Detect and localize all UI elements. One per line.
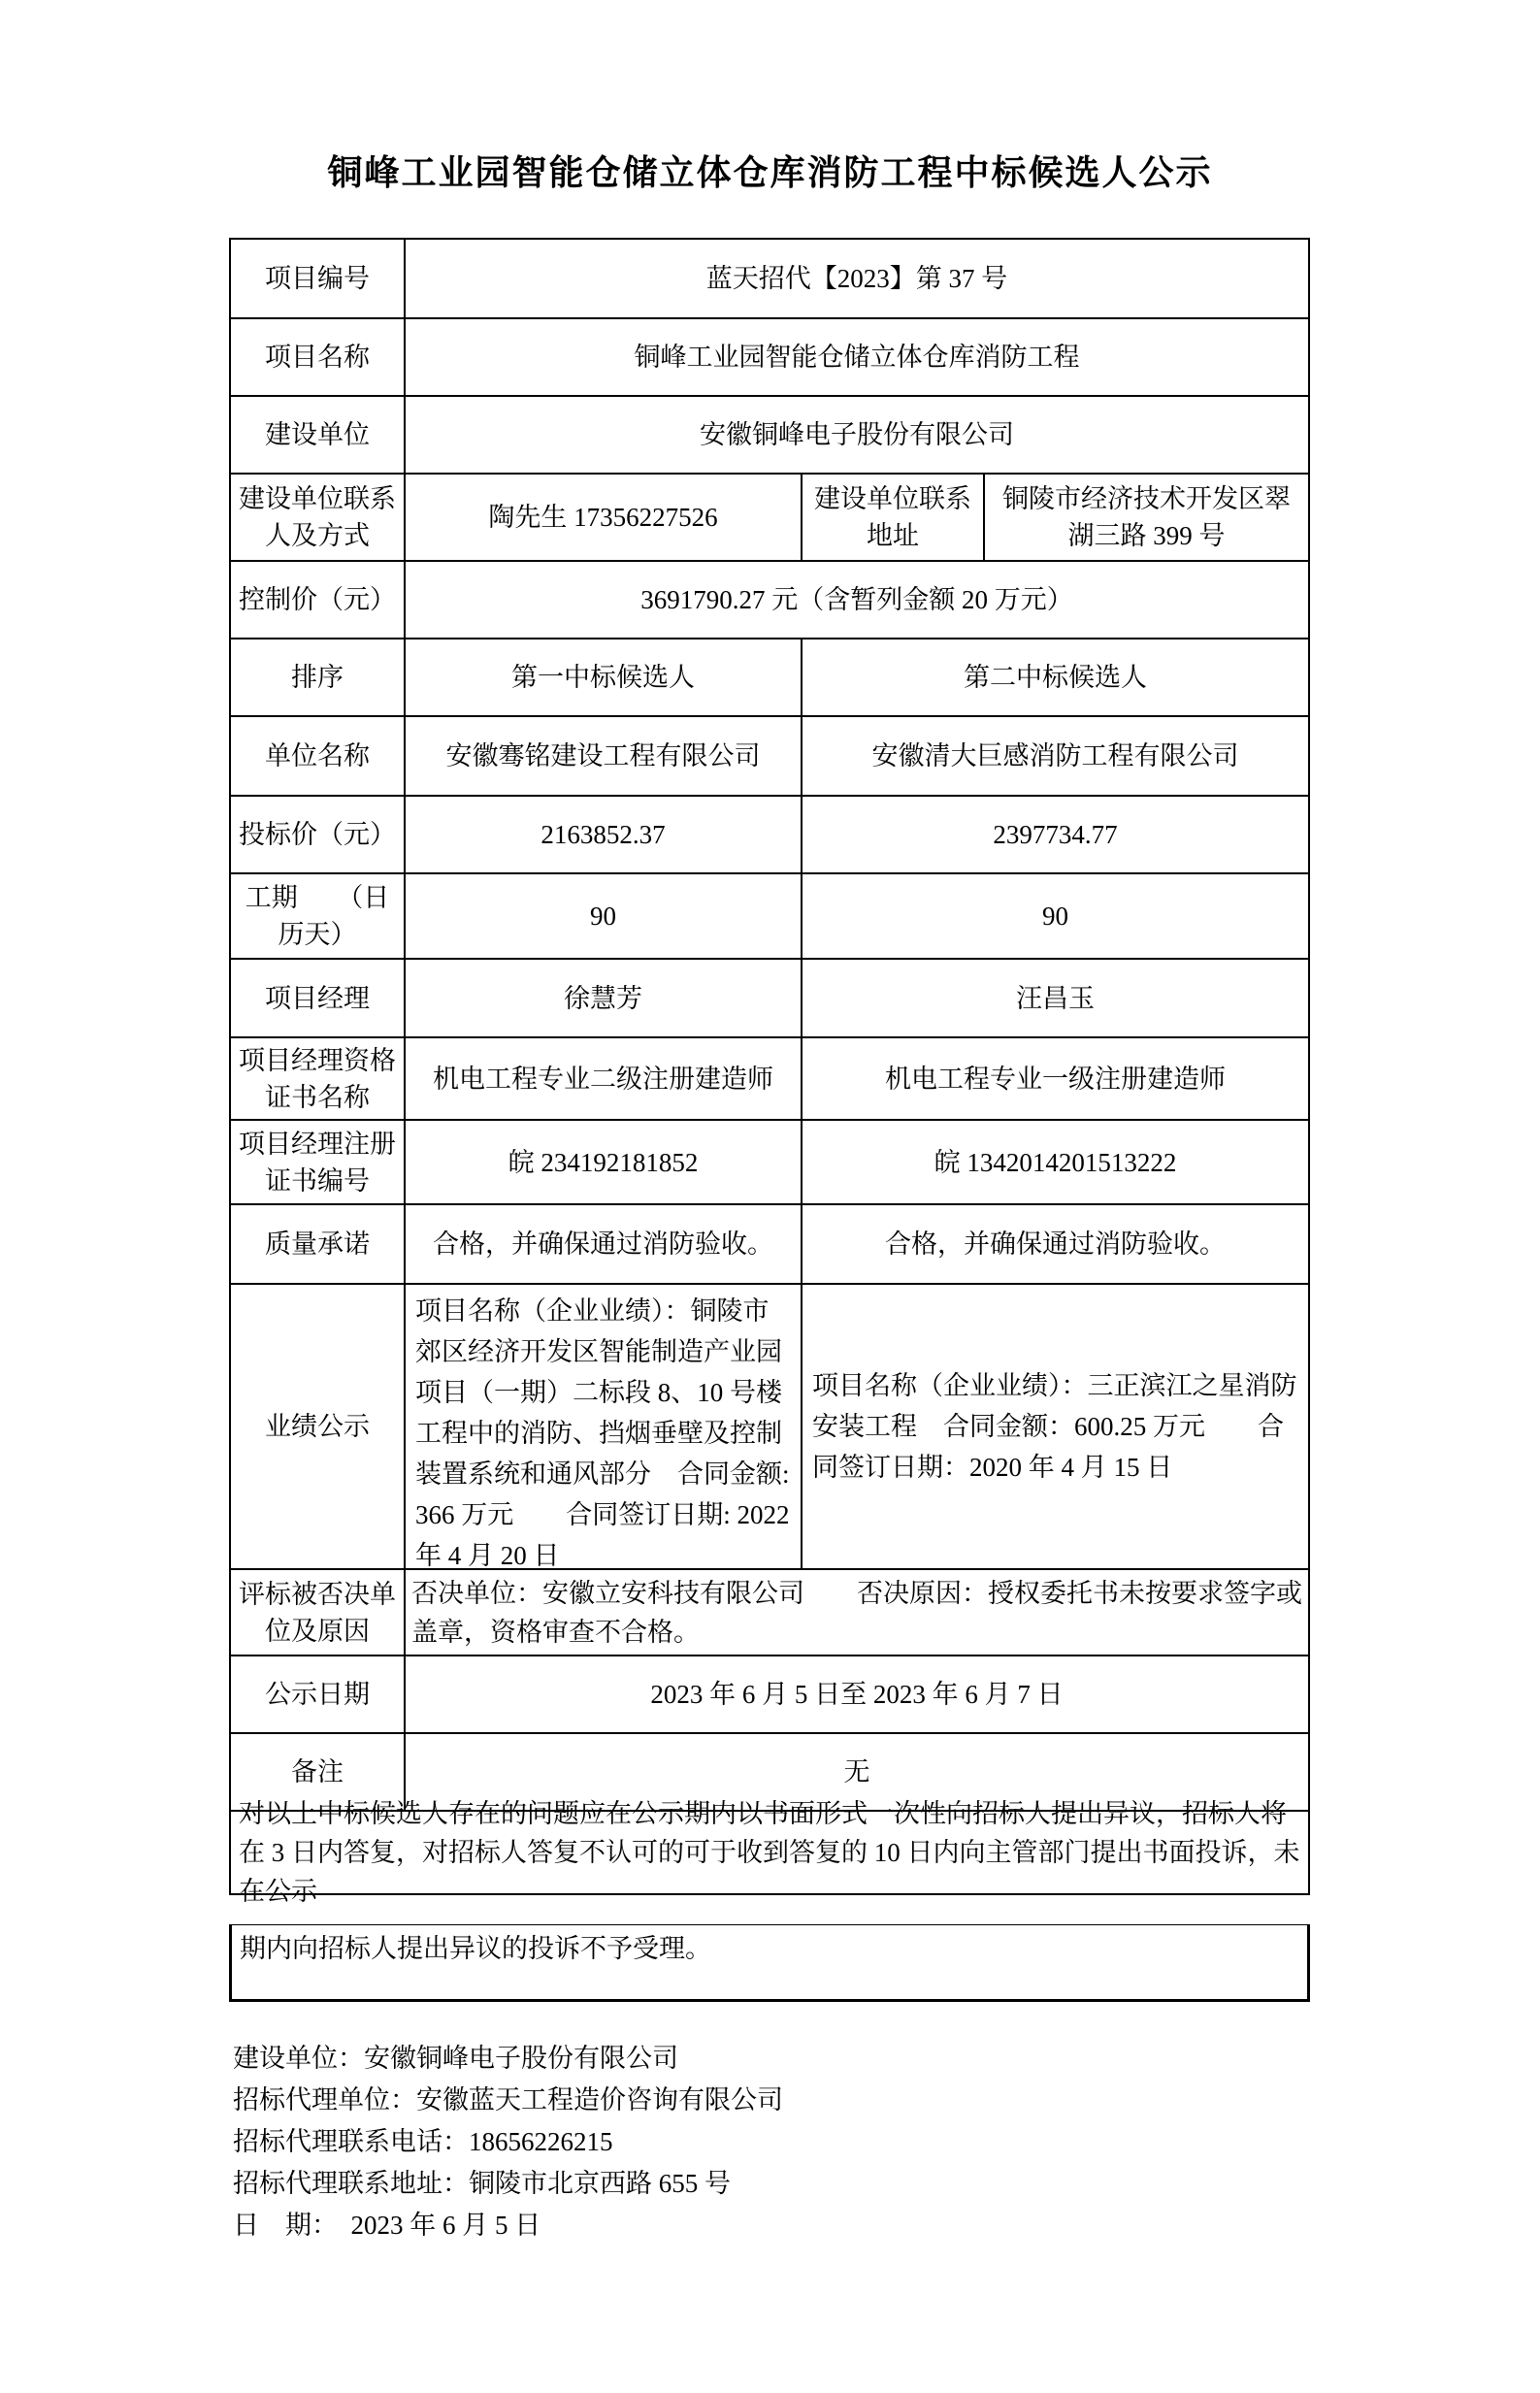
footer-date-line: 日 期： 2023 年 6 月 5 日 xyxy=(233,2211,541,2240)
table-row-project-no xyxy=(231,240,1308,319)
candidate-1-bid-price: 2163852.37 xyxy=(406,797,803,872)
footer-agency-phone-line: 招标代理联系电话：18656226215 xyxy=(233,2127,613,2156)
owner-address-label: 建设单位联系地址 xyxy=(803,475,985,560)
candidate-1-cert-name: 机电工程专业二级注册建造师 xyxy=(406,1038,803,1119)
table-row-rejected xyxy=(231,1570,1308,1656)
candidate-1-duration: 90 xyxy=(406,874,803,958)
candidate-1-performance: 项目名称（企业业绩）：铜陵市郊区经济开发区智能制造产业园项目（一期）二标段 8、10 号楼工程中的消防、挡烟垂壁及控制装置系统和通风部分 合同金额: 366 万元 合同签订日期: 2022 年 4 月 20 日 xyxy=(406,1285,803,1568)
footer-block xyxy=(233,2038,783,2246)
row-label: 建设单位 xyxy=(231,397,406,473)
row-value: 2023 年 6 月 5 日至 2023 年 6 月 7 日 xyxy=(650,1680,1064,1709)
candidate-2-duration: 90 xyxy=(1042,901,1068,931)
page-title: 铜峰工业园智能仓储立体仓库消防工程中标候选人公示 xyxy=(327,153,1213,192)
table-row-company xyxy=(231,717,1308,797)
row-label: 备注 xyxy=(231,1734,406,1810)
table-row-performance xyxy=(231,1285,1308,1570)
candidate-1-company: 安徽骞铭建设工程有限公司 xyxy=(406,717,803,795)
table-row-bid-price xyxy=(231,797,1308,874)
table-row-duration xyxy=(231,874,1308,960)
table-row-notice xyxy=(231,1799,1308,1906)
table-row-control-price xyxy=(231,562,1308,639)
row-label: 投标价（元） xyxy=(231,797,406,872)
row-label: 项目经理资格证书名称 xyxy=(231,1038,406,1119)
row-label: 工期 （日历天） xyxy=(231,874,406,958)
objection-notice-part2: 期内向招标人提出异议的投诉不予受理。 xyxy=(229,1924,1310,2002)
footer-agency-line: 招标代理单位：安徽蓝天工程造价咨询有限公司 xyxy=(233,2085,783,2114)
candidate-2-quality: 合格，并确保通过消防验收。 xyxy=(885,1229,1226,1259)
row-label: 建设单位联系人及方式 xyxy=(231,475,406,560)
bid-announcement-table xyxy=(229,238,1310,1906)
row-label: 项目经理注册证书编号 xyxy=(231,1121,406,1203)
row-value: 3691790.27 元（含暂列金额 20 万元） xyxy=(640,585,1073,614)
table-row-project-name xyxy=(231,319,1308,397)
table-row-quality xyxy=(231,1205,1308,1285)
row-label: 评标被否决单位及原因 xyxy=(231,1570,406,1655)
candidate-2-cert-no: 皖 1342014201513222 xyxy=(934,1147,1177,1177)
candidate-1-cert-no: 皖 234192181852 xyxy=(406,1121,803,1203)
table-row-publicity-date xyxy=(231,1656,1308,1734)
table-row-owner-contact xyxy=(231,475,1308,562)
owner-address-value: 铜陵市经济技术开发区翠湖三路 399 号 xyxy=(1002,484,1291,550)
row-value: 安徽铜峰电子股份有限公司 xyxy=(700,420,1014,449)
rejected-bidder-value: 否决单位：安徽立安科技有限公司 否决原因：授权委托书未按要求签字或盖章，资格审查不合格。 xyxy=(411,1578,1302,1647)
row-label: 项目经理 xyxy=(231,960,406,1036)
row-label: 业绩公示 xyxy=(231,1285,406,1568)
candidate-2-manager: 汪昌玉 xyxy=(1016,983,1095,1013)
row-label: 单位名称 xyxy=(231,717,406,795)
row-label: 项目编号 xyxy=(231,240,406,317)
footer-owner-line: 建设单位：安徽铜峰电子股份有限公司 xyxy=(233,2044,678,2073)
table-row-owner xyxy=(231,397,1308,475)
row-label: 项目名称 xyxy=(231,319,406,395)
objection-notice-part1: 对以上中标候选人存在的问题应在公示期内以书面形式一次性向招标人提出异议，招标人将在 3 日内答复，对招标人答复不认可的可于收到答复的 10 日内向主管部门提出书面投诉，未在公示 xyxy=(239,1799,1300,1906)
candidate-2-performance: 项目名称（企业业绩）：三正滨江之星消防安装工程 合同金额：600.25 万元 合同签订日期：2020 年 4 月 15 日 xyxy=(812,1371,1297,1482)
row-label: 排序 xyxy=(231,639,406,715)
candidate-2-bid-price: 2397734.77 xyxy=(993,820,1118,849)
table-row-manager xyxy=(231,960,1308,1038)
candidate-2-header: 第二中标候选人 xyxy=(964,663,1147,692)
row-label: 控制价（元） xyxy=(231,562,406,638)
candidate-2-company: 安徽清大巨感消防工程有限公司 xyxy=(871,741,1239,770)
table-row-rank xyxy=(231,639,1308,717)
row-label: 质量承诺 xyxy=(231,1205,406,1283)
row-value: 铜峰工业园智能仓储立体仓库消防工程 xyxy=(634,343,1080,372)
row-value: 蓝天招代【2023】第 37 号 xyxy=(705,264,1008,293)
table-row-manager-cert-no xyxy=(231,1121,1308,1205)
candidate-1-header: 第一中标候选人 xyxy=(406,639,803,715)
owner-contact-value: 陶先生 17356227526 xyxy=(406,475,803,560)
row-value: 无 xyxy=(843,1757,870,1787)
footer-agency-address-line: 招标代理联系地址：铜陵市北京西路 655 号 xyxy=(233,2169,731,2198)
candidate-2-cert-name: 机电工程专业一级注册建造师 xyxy=(885,1064,1226,1094)
table-row-manager-cert xyxy=(231,1038,1308,1121)
row-label: 公示日期 xyxy=(231,1656,406,1732)
candidate-1-quality: 合格，并确保通过消防验收。 xyxy=(406,1205,803,1283)
candidate-1-manager: 徐慧芳 xyxy=(406,960,803,1036)
